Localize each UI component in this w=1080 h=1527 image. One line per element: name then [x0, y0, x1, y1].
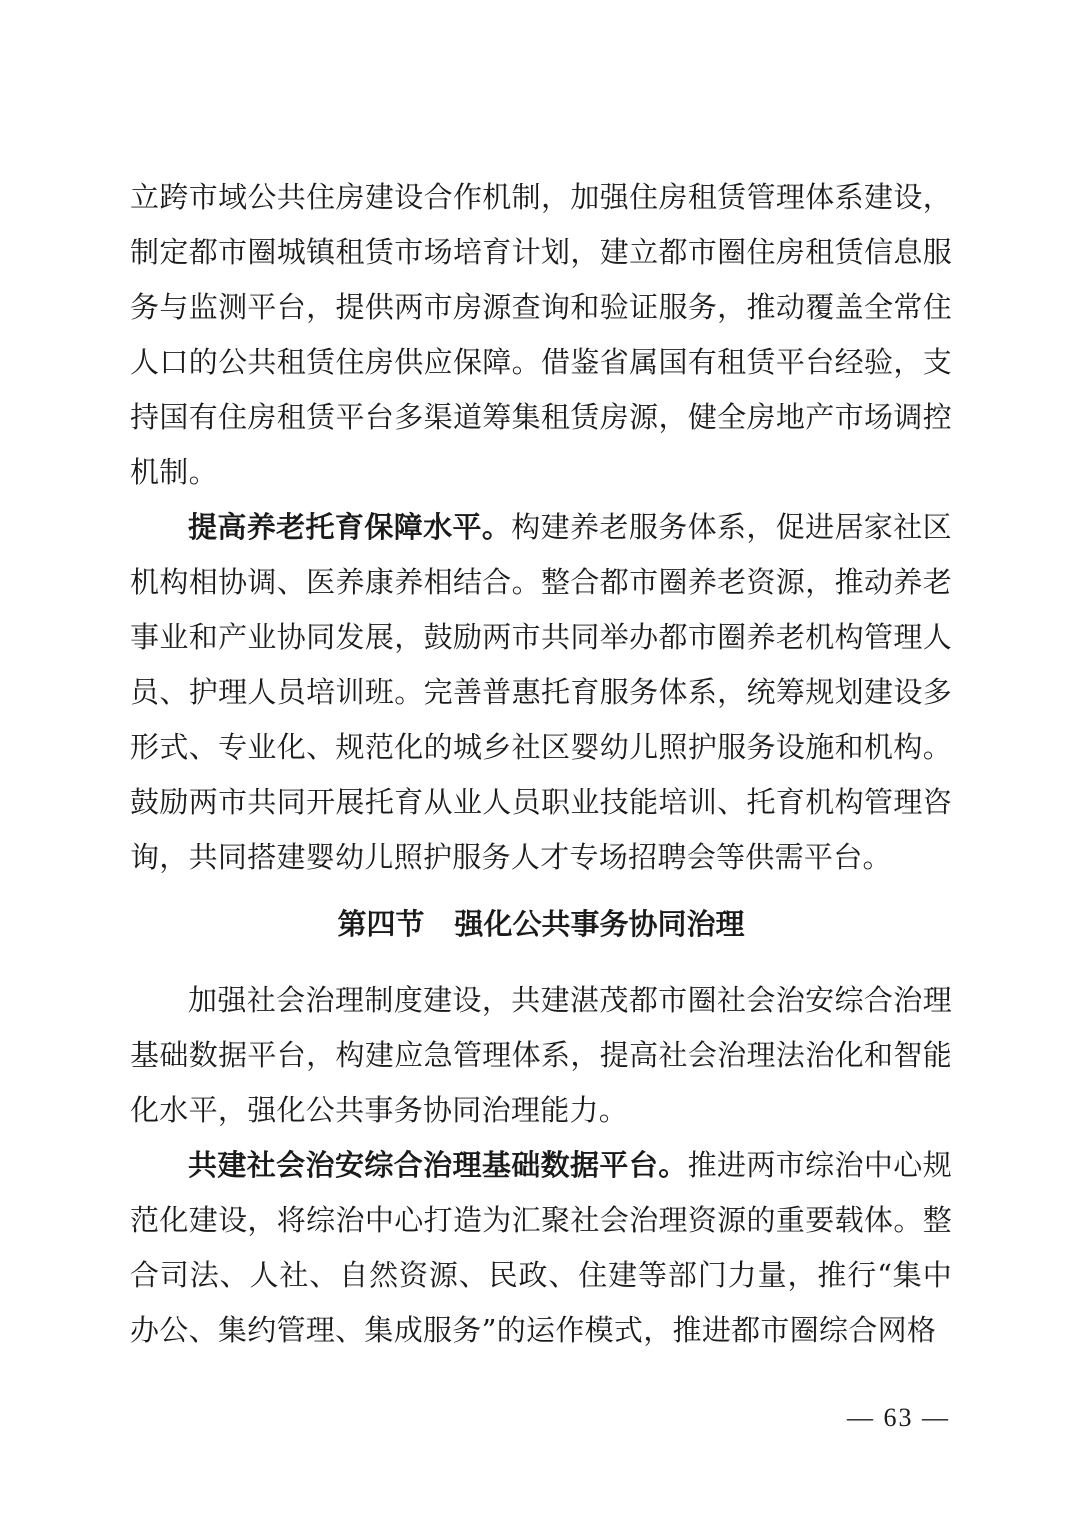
paragraph-housing: 立跨市域公共住房建设合作机制，加强住房租赁管理体系建设，制定都市圈城镇租赁市场培育计划，建立都市圈住房租赁信息服务与监测平台，提供两市房源查询和验证服务，推动覆盖全常住人口的公共租赁住房供应保障。借鉴省属国有租赁平台经验，支持国有住房租赁平台多渠道筹集租赁房源，健全房地产市场调控机制。	[130, 180, 952, 489]
section-title: 强化公共事务协同治理	[454, 907, 745, 941]
paragraph-body-elderly-childcare: 构建养老服务体系，促进居家社区机构相协调、医养康养相结合。整合都市圈养老资源，推动养老事业和产业协同发展，鼓励两市共同举办都市圈养老机构管理人员、护理人员培训班。完善普惠托育服务体系，统筹规划建设多形式、专业化、规范化的城乡社区婴幼儿照护服务设施和机构。鼓励两市共同开展托育从业人员职业技能培训、托育机构管理咨询，共同搭建婴幼儿照护服务人才专场招聘会等供需平台。	[130, 510, 952, 874]
paragraph-data-platform	[130, 1138, 952, 1358]
paragraph-lead-data-platform: 共建社会治安综合治理基础数据平台。	[188, 1148, 688, 1182]
paragraph-body-data-platform: 推进两市综治中心规范化建设，将综治中心打造为汇聚社会治理资源的重要载体。整合司法、人社、自然资源、民政、住建等部门力量，推行“集中办公、集约管理、集成服务”的运作模式，推进都市圈综合网格	[130, 1148, 952, 1347]
paragraph-lead-elderly-childcare: 提高养老托育保障水平。	[188, 510, 512, 544]
body-text-bottom	[130, 973, 952, 1358]
paragraph-elderly-childcare	[130, 500, 952, 885]
body-text-top	[130, 170, 952, 885]
page-number: — 63 —	[847, 1403, 950, 1432]
section-number: 第四节	[337, 907, 425, 941]
paragraph-governance-intro: 加强社会治理制度建设，共建湛茂都市圈社会治安综合治理基础数据平台，构建应急管理体系，提高社会治理法治化和智能化水平，强化公共事务协同治理能力。	[130, 983, 952, 1127]
section-heading	[130, 897, 952, 952]
